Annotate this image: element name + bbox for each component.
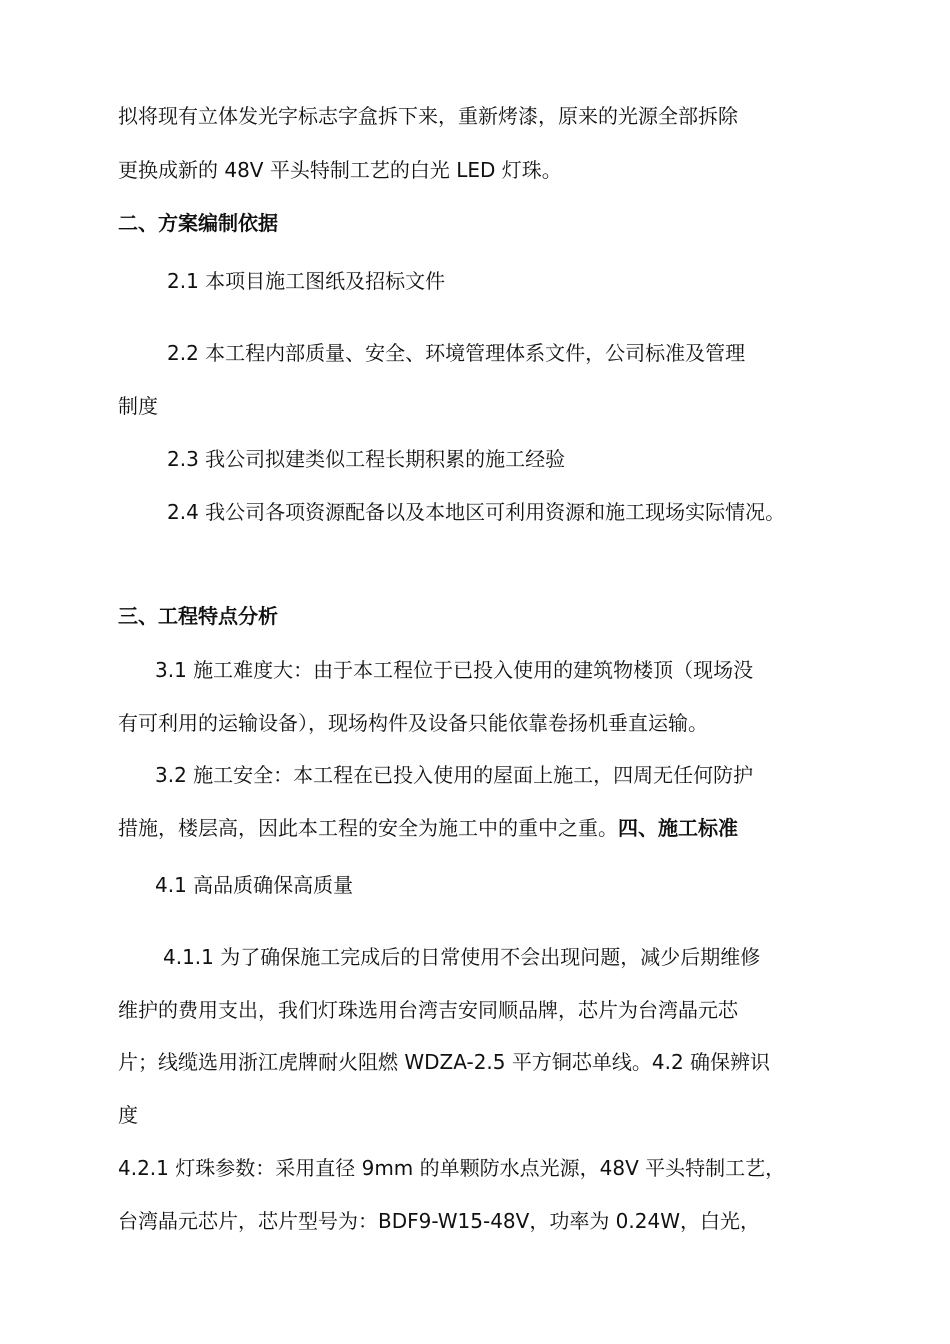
item-2-1: 2.1 本项目施工图纸及招标文件	[167, 269, 446, 293]
section-heading-3: 三、工程特点分析	[118, 604, 278, 628]
item-2-4: 2.4 我公司各项资源配备以及本地区可利用资源和施工现场实际情况。	[167, 500, 786, 524]
item-4-1-1-cont: 度	[118, 1103, 138, 1127]
item-4-1-1-cont: 片；线缆选用浙江虎牌耐火阻燃 WDZA-2.5 平方铜芯单线。4.2 确保辨识	[118, 1050, 771, 1074]
paragraph-line: 更换成新的 48V 平头特制工艺的白光 LED 灯珠。	[118, 158, 562, 182]
item-2-3: 2.3 我公司拟建类似工程长期积累的施工经验	[167, 447, 566, 471]
item-3-2-text: 措施，楼层高，因此本工程的安全为施工中的重中之重。	[118, 816, 618, 840]
section-heading-2: 二、方案编制依据	[118, 211, 278, 235]
item-2-2: 2.2 本工程内部质量、安全、环境管理体系文件，公司标准及管理	[167, 341, 746, 365]
item-4-2-1-cont: 台湾晶元芯片，芯片型号为：BDF9-W15-48V，功率为 0.24W，白光，	[118, 1209, 760, 1233]
item-4-1-1-cont: 维护的费用支出，我们灯珠选用台湾吉安同顺品牌，芯片为台湾晶元芯	[118, 998, 738, 1022]
item-3-2: 3.2 施工安全：本工程在已投入使用的屋面上施工，四周无任何防护	[155, 763, 754, 787]
section-heading-4: 四、施工标准	[618, 816, 738, 840]
paragraph-line: 拟将现有立体发光字标志字盒拆下来，重新烤漆，原来的光源全部拆除	[118, 104, 738, 128]
item-4-1: 4.1 高品质确保高质量	[155, 873, 354, 897]
item-3-1: 3.1 施工难度大：由于本工程位于已投入使用的建筑物楼顶（现场没	[155, 658, 754, 682]
item-3-1-cont: 有可利用的运输设备），现场构件及设备只能依靠卷扬机垂直运输。	[118, 711, 708, 735]
item-4-1-1: 4.1.1 为了确保施工完成后的日常使用不会出现问题，减少后期维修	[163, 945, 761, 969]
item-3-2-cont	[118, 815, 738, 841]
item-4-2-1: 4.2.1 灯珠参数：采用直径 9mm 的单颗防水点光源，48V 平头特制工艺，	[118, 1156, 786, 1180]
item-2-2-cont: 制度	[118, 394, 158, 418]
